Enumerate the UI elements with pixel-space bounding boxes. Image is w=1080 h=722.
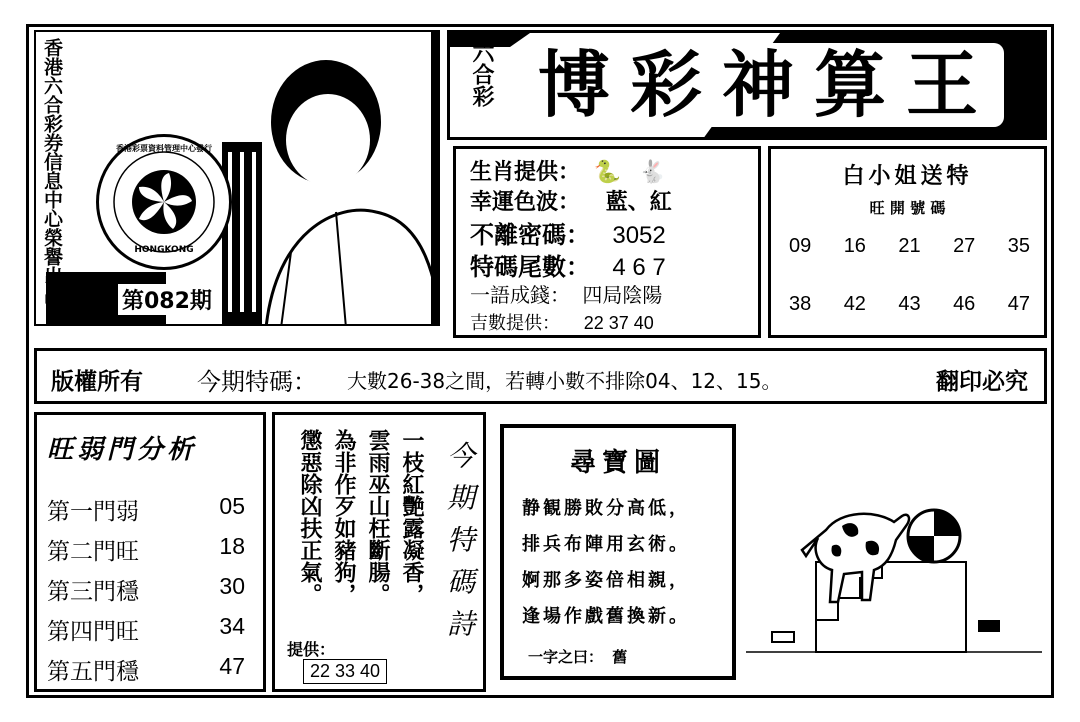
special-numbers-row2 — [789, 293, 1030, 316]
info-value: 4 6 7 — [612, 254, 666, 281]
title-panel — [447, 30, 1047, 140]
strength-row — [47, 573, 245, 606]
special-number: 27 — [953, 235, 976, 257]
provide-numbers: 22 33 40 — [303, 659, 387, 684]
special-numbers-row1 — [789, 235, 1030, 258]
strength-label: 第三門穩 — [47, 579, 139, 605]
photo-panel — [34, 30, 440, 326]
poem-panel — [272, 412, 486, 692]
info-label: 特碼尾數： — [470, 253, 590, 281]
treasure-line: 婀那多姿倍相親， — [522, 570, 690, 591]
seal-cn-text: 香港彩票資料管理中心發行 — [116, 144, 212, 153]
strength-label: 第四門旺 — [47, 619, 139, 645]
info-label: 幸運色波： — [470, 190, 581, 215]
info-row-lucky — [470, 309, 654, 335]
info-label: 生肖提供： — [470, 160, 581, 185]
info-row-zodiac — [470, 155, 666, 186]
issue-number: 第082期 — [118, 284, 216, 315]
info-value: 四局陰陽 — [582, 283, 663, 307]
snake-icon: 🐍 — [593, 160, 622, 185]
issuer-vertical-text: 香港六合彩券信息中心榮譽出品 — [41, 38, 63, 304]
strength-label: 第一門弱 — [47, 499, 139, 525]
poem-side-title: 今期特碼詩 — [443, 441, 476, 651]
copyright-right: 翻印必究 — [936, 369, 1028, 395]
special-number: 43 — [898, 293, 921, 315]
treasure-line: 逢場作戲舊換新。 — [522, 606, 690, 627]
strength-title: 旺弱門分析 — [47, 435, 198, 465]
brand-char-2: 合 — [469, 63, 495, 85]
one-word-value: 舊 — [612, 648, 628, 666]
page-title: 博彩神算王 — [532, 43, 1004, 127]
strength-panel — [34, 412, 266, 692]
strength-row — [47, 613, 245, 646]
info-value: 3052 — [612, 222, 666, 249]
strength-row — [47, 653, 245, 686]
strength-value: 34 — [219, 613, 245, 639]
one-word-label: 一字之曰： — [528, 648, 604, 666]
poem-column: 一枝紅艷露凝香， — [399, 429, 425, 605]
info-label: 不離密碼： — [470, 221, 590, 249]
special-number: 47 — [1007, 293, 1030, 315]
hk-seal — [96, 134, 232, 270]
info-label: 一語成錢： — [470, 283, 570, 307]
dog-ball-illustration — [746, 470, 1042, 684]
provide-label: 提供： — [287, 640, 336, 659]
dog-illustration-panel — [746, 470, 1042, 684]
info-value: 藍、紅 — [605, 190, 672, 215]
strength-label: 第二門旺 — [47, 539, 139, 565]
info-row-tail — [470, 247, 666, 282]
seal-en-text: HONGKONG — [134, 245, 194, 255]
brand-char-3: 彩 — [469, 85, 495, 107]
info-row-color — [470, 185, 672, 216]
special-number: 35 — [1007, 235, 1030, 257]
one-word-row — [528, 646, 627, 667]
photo-illustration — [36, 32, 440, 326]
info-panel — [453, 146, 761, 338]
info-value: 22 37 40 — [583, 313, 654, 333]
treasure-line: 静観勝敗分高低， — [522, 498, 690, 519]
info-label: 吉數提供： — [470, 313, 560, 334]
strength-row — [47, 533, 245, 566]
strength-row — [47, 493, 245, 526]
treasure-panel — [500, 424, 736, 680]
special-subtitle: 旺 開 號 碼 — [869, 199, 946, 217]
rabbit-icon: 🐇 — [638, 160, 667, 185]
brand-small — [470, 41, 494, 107]
strength-value: 47 — [219, 653, 245, 679]
treasure-title: 尋寶圖 — [569, 448, 666, 478]
banner — [34, 348, 1047, 404]
copyright-left: 版權所有 — [51, 369, 143, 395]
strength-value: 30 — [219, 573, 245, 599]
strength-label: 第五門穩 — [47, 659, 139, 685]
poem-column: 懲惡除凶扶正氣。 — [297, 429, 323, 605]
info-row-phrase — [470, 279, 662, 308]
special-number: 46 — [953, 293, 976, 315]
poem-column: 為非作歹如豬狗， — [331, 429, 357, 605]
special-panel — [768, 146, 1047, 338]
strength-value: 05 — [219, 493, 245, 519]
banner-label: 今期特碼： — [197, 368, 317, 396]
special-number: 42 — [843, 293, 866, 315]
special-number: 09 — [789, 235, 812, 257]
special-number: 38 — [789, 293, 812, 315]
info-row-code — [470, 215, 666, 250]
special-title: 白小姐送特 — [842, 163, 973, 189]
banner-text: 大數26-38之間，若轉小數不排除04、12、15。 — [347, 369, 782, 393]
special-number: 16 — [843, 235, 866, 257]
strength-value: 18 — [219, 533, 245, 559]
treasure-line: 排兵布陣用玄術。 — [522, 534, 690, 555]
poem-column: 雲雨巫山枉斷腸。 — [365, 429, 391, 605]
special-number: 21 — [898, 235, 921, 257]
brand-char-1: 六 — [469, 41, 495, 63]
